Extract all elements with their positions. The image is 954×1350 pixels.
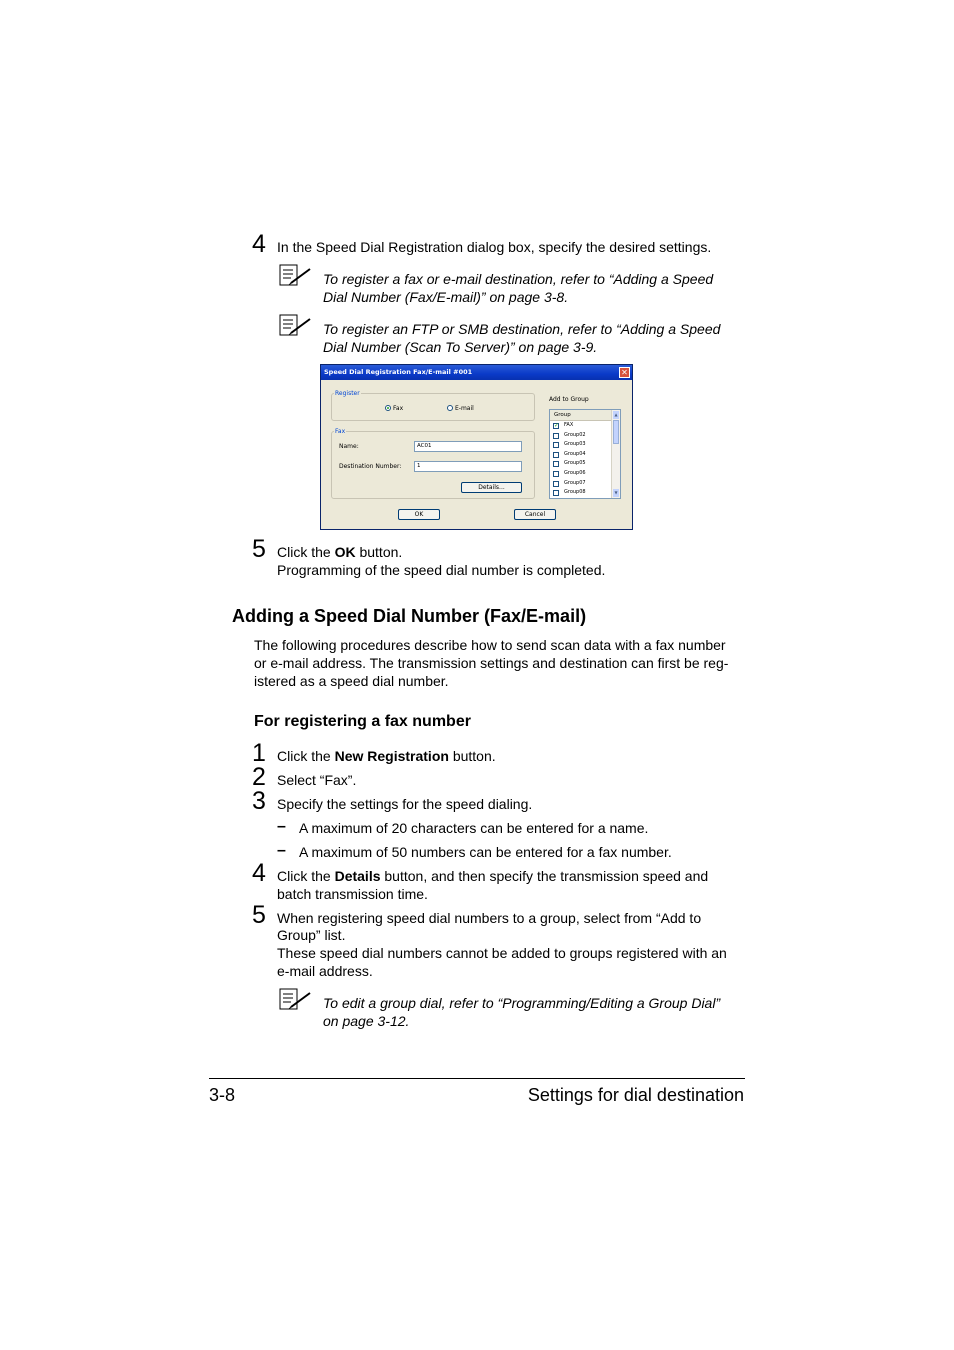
step-text: When registering speed dial numbers to a group, select from “Add to [277, 910, 702, 926]
step-text: Click the New Registration button. [277, 748, 496, 764]
checkbox-icon[interactable] [553, 481, 559, 487]
checkbox-icon[interactable] [553, 461, 559, 467]
bullet-dash: – [277, 842, 286, 859]
step-text: Click the OK button. [277, 544, 403, 560]
ok-button[interactable]: OK [398, 509, 440, 520]
note-line: To edit a group dial, refer to “Programming/Editing a Group Dial” [323, 995, 721, 1011]
fax-group-label: Fax [335, 428, 346, 435]
group-name: Group03 [564, 441, 586, 448]
section-heading: Adding a Speed Dial Number (Fax/E-mail) [232, 606, 587, 626]
group-name: Group04 [564, 450, 586, 457]
checkbox-checked-icon[interactable] [553, 423, 559, 429]
speed-dial-dialog-screenshot [320, 364, 633, 530]
step-text: batch transmission time. [277, 886, 428, 902]
group-name: Group08 [564, 489, 586, 496]
note-line: Dial Number (Scan To Server)” on page 3-9. [323, 339, 598, 355]
step-number: 1 [252, 739, 266, 767]
email-radio-label: E-mail [455, 405, 474, 412]
note-pencil-icon [279, 264, 313, 288]
step-text: e-mail address. [277, 963, 373, 979]
note-line: To register a fax or e-mail destination, refer to “Adding a Speed [323, 271, 714, 287]
group-name: Group07 [564, 479, 586, 486]
register-label: Register [335, 390, 360, 397]
group-list-header: Group [550, 410, 620, 421]
register-group [331, 393, 535, 421]
group-list-item[interactable] [550, 431, 620, 441]
name-field[interactable]: AC01 [414, 441, 522, 452]
note-line: on page 3-12. [323, 1013, 410, 1029]
group-name: FAX [564, 422, 574, 428]
group-list-item[interactable] [550, 421, 620, 431]
scroll-down-icon[interactable]: ▼ [614, 490, 618, 495]
intro-line: istered as a speed dial number. [254, 673, 449, 689]
bullet-text: A maximum of 20 characters can be entered for a name. [299, 820, 649, 836]
checkbox-icon[interactable] [553, 433, 559, 439]
bullet-text: A maximum of 50 numbers can be entered for a fax number. [299, 844, 672, 860]
group-list-item[interactable] [550, 440, 620, 450]
group-list-scrollbar[interactable] [611, 410, 620, 498]
checkbox-icon[interactable] [553, 442, 559, 448]
step-text: Click the Details button, and then specify the transmission speed and [277, 868, 709, 884]
note-line: To register an FTP or SMB destination, refer to “Adding a Speed [323, 321, 721, 337]
step-text: Specify the settings for the speed dialing. [277, 796, 533, 812]
name-label: Name: [339, 443, 359, 450]
note-pencil-icon [279, 988, 313, 1012]
details-button[interactable]: Details... [461, 482, 522, 493]
destination-number-field[interactable]: 1 [414, 461, 522, 472]
step-number: 5 [252, 901, 266, 929]
subsection-heading: For registering a fax number [254, 713, 471, 730]
add-to-group-label: Add to Group [549, 396, 589, 403]
group-name: Group06 [564, 469, 586, 476]
destination-number-label: Destination Number: [339, 463, 402, 470]
step-number: 4 [252, 859, 266, 887]
fax-radio[interactable] [385, 405, 391, 411]
intro-line: or e-mail address. The transmission settings and destination can first be reg- [254, 655, 729, 671]
note-pencil-icon [279, 314, 313, 338]
fax-radio-label: Fax [393, 405, 404, 412]
group-list-item[interactable] [550, 450, 620, 460]
email-radio[interactable] [447, 405, 453, 411]
footer-rule [209, 1078, 745, 1079]
group-list[interactable] [549, 409, 621, 499]
scroll-thumb[interactable] [613, 420, 619, 444]
step-text: Group” list. [277, 927, 346, 943]
group-name: Group02 [564, 431, 586, 438]
step-number: 5 [252, 535, 266, 563]
step-text: Programming of the speed dial number is completed. [277, 562, 606, 578]
step-number: 3 [252, 787, 266, 815]
checkbox-icon[interactable] [553, 471, 559, 477]
note-line: Dial Number (Fax/E-mail)” on page 3-8. [323, 289, 569, 305]
close-icon[interactable]: ✕ [619, 367, 630, 378]
group-list-item[interactable] [550, 469, 620, 479]
page-number: 3-8 [209, 1085, 236, 1105]
step-text: Select “Fax”. [277, 772, 357, 788]
step-text: These speed dial numbers cannot be added to groups registered with an [277, 945, 727, 961]
bullet-dash: – [277, 818, 286, 835]
checkbox-icon[interactable] [553, 452, 559, 458]
checkbox-icon[interactable] [553, 490, 559, 496]
cancel-button[interactable]: Cancel [514, 509, 556, 520]
step-number: 2 [252, 763, 266, 791]
footer-title: Settings for dial destination [527, 1085, 744, 1105]
group-name: Group05 [564, 460, 586, 467]
scroll-up-icon[interactable]: ▲ [614, 412, 618, 417]
group-list-item[interactable] [550, 479, 620, 489]
intro-line: The following procedures describe how to send scan data with a fax number [254, 637, 726, 653]
step-text: In the Speed Dial Registration dialog box, specify the desired settings. [277, 239, 712, 255]
group-list-item[interactable] [550, 488, 620, 498]
dialog-title: Speed Dial Registration Fax/E-mail #001 [321, 365, 632, 380]
step-number: 4 [252, 230, 266, 258]
group-list-item[interactable] [550, 459, 620, 469]
